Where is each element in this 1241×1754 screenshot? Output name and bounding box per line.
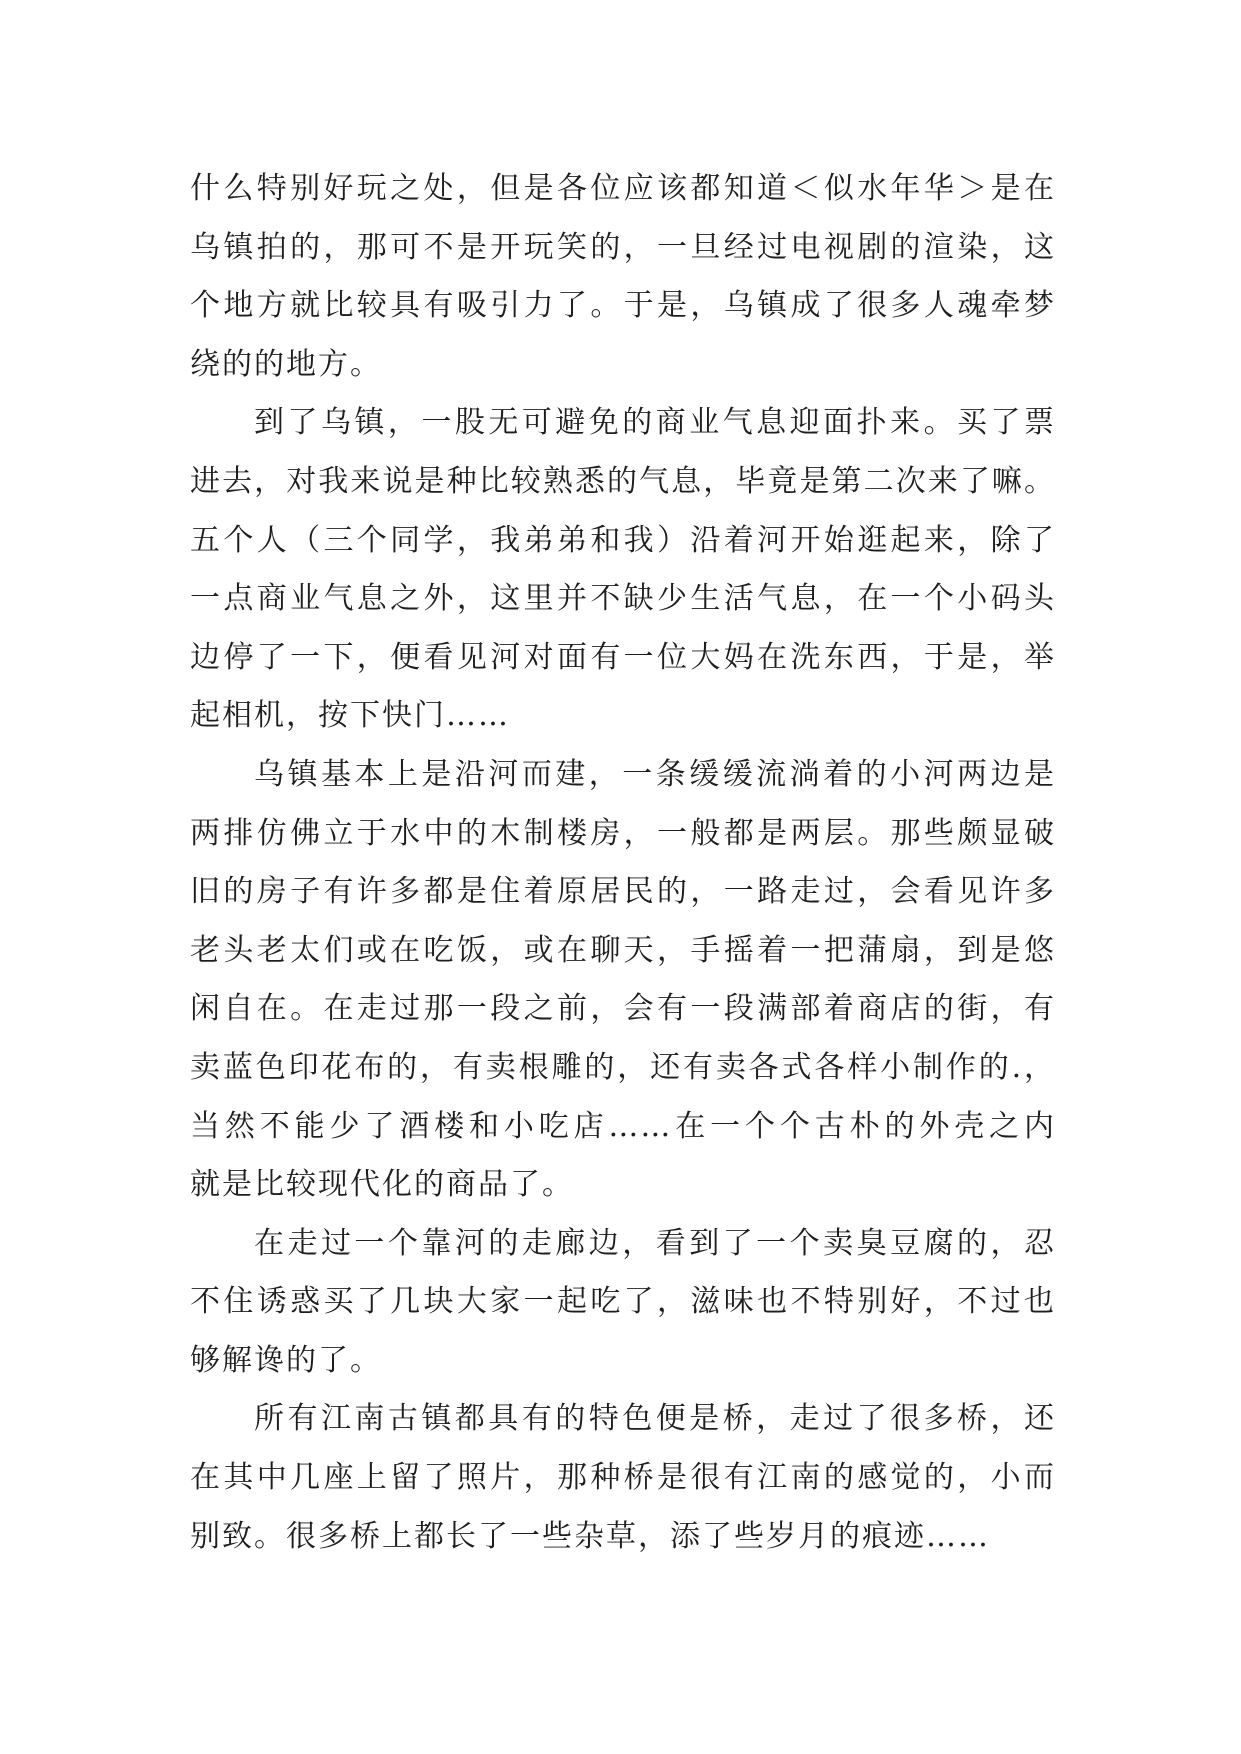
text-line: 闲自在。在走过那一段之前，会有一段满部着商店的街，有 [190,991,1056,1027]
text-line: 五个人（三个同学，我弟弟和我）沿着河开始逛起来，除了 [190,522,1056,558]
text-line: 老头老太们或在吃饭，或在聊天，手摇着一把蒲扇，到是悠 [190,932,1056,968]
paragraph-first-line: 到了乌镇，一股无可避免的商业气息迎面扑来。买了票 [254,405,1056,441]
text-line: 旧的房子有许多都是住着原居民的，一路走过，会看见许多 [190,874,1056,910]
article-body [190,160,1056,1566]
text-line: 绕的的地方。 [190,346,382,382]
paragraph-first-line: 在走过一个靠河的走廊边，看到了一个卖臭豆腐的，忍 [254,1225,1056,1261]
text-line: 两排仿佛立于水中的木制楼房，一般都是两层。那些颇显破 [190,815,1056,851]
text-line: 边停了一下，便看见河对面有一位大妈在洗东西，于是，举 [190,639,1056,675]
text-line: 不住诱惑买了几块大家一起吃了，滋味也不特别好，不过也 [190,1284,1056,1320]
text-line: 乌镇拍的，那可不是开玩笑的，一旦经过电视剧的渲染，这 [190,229,1056,265]
text-line: 卖蓝色印花布的，有卖根雕的，还有卖各式各样小制作的.， [190,1049,1056,1085]
text-line: 在其中几座上留了照片，那种桥是很有江南的感觉的，小而 [190,1460,1056,1496]
text-line: 个地方就比较具有吸引力了。于是，乌镇成了很多人魂牵梦 [190,288,1056,324]
paragraph-first-line: 所有江南古镇都具有的特色便是桥，走过了很多桥，还 [254,1401,1056,1437]
text-line: 就是比较现代化的商品了。 [190,1167,574,1203]
text-line: 起相机，按下快门…… [190,698,510,734]
paragraph-first-line: 乌镇基本上是沿河而建，一条缓缓流淌着的小河两边是 [254,756,1056,792]
text-line: 别致。很多桥上都长了一些杂草，添了些岁月的痕迹…… [190,1518,990,1554]
text-line: 什么特别好玩之处，但是各位应该都知道＜似水年华＞是在 [190,171,1056,206]
text-line: 一点商业气息之外，这里并不缺少生活气息，在一个小码头 [190,581,1056,617]
text-line: 进去，对我来说是种比较熟悉的气息，毕竟是第二次来了嘛。 [190,463,1056,499]
text-line: 够解谗的了。 [190,1342,382,1378]
text-line: 当然不能少了酒楼和小吃店……在一个个古朴的外壳之内 [190,1108,1056,1144]
